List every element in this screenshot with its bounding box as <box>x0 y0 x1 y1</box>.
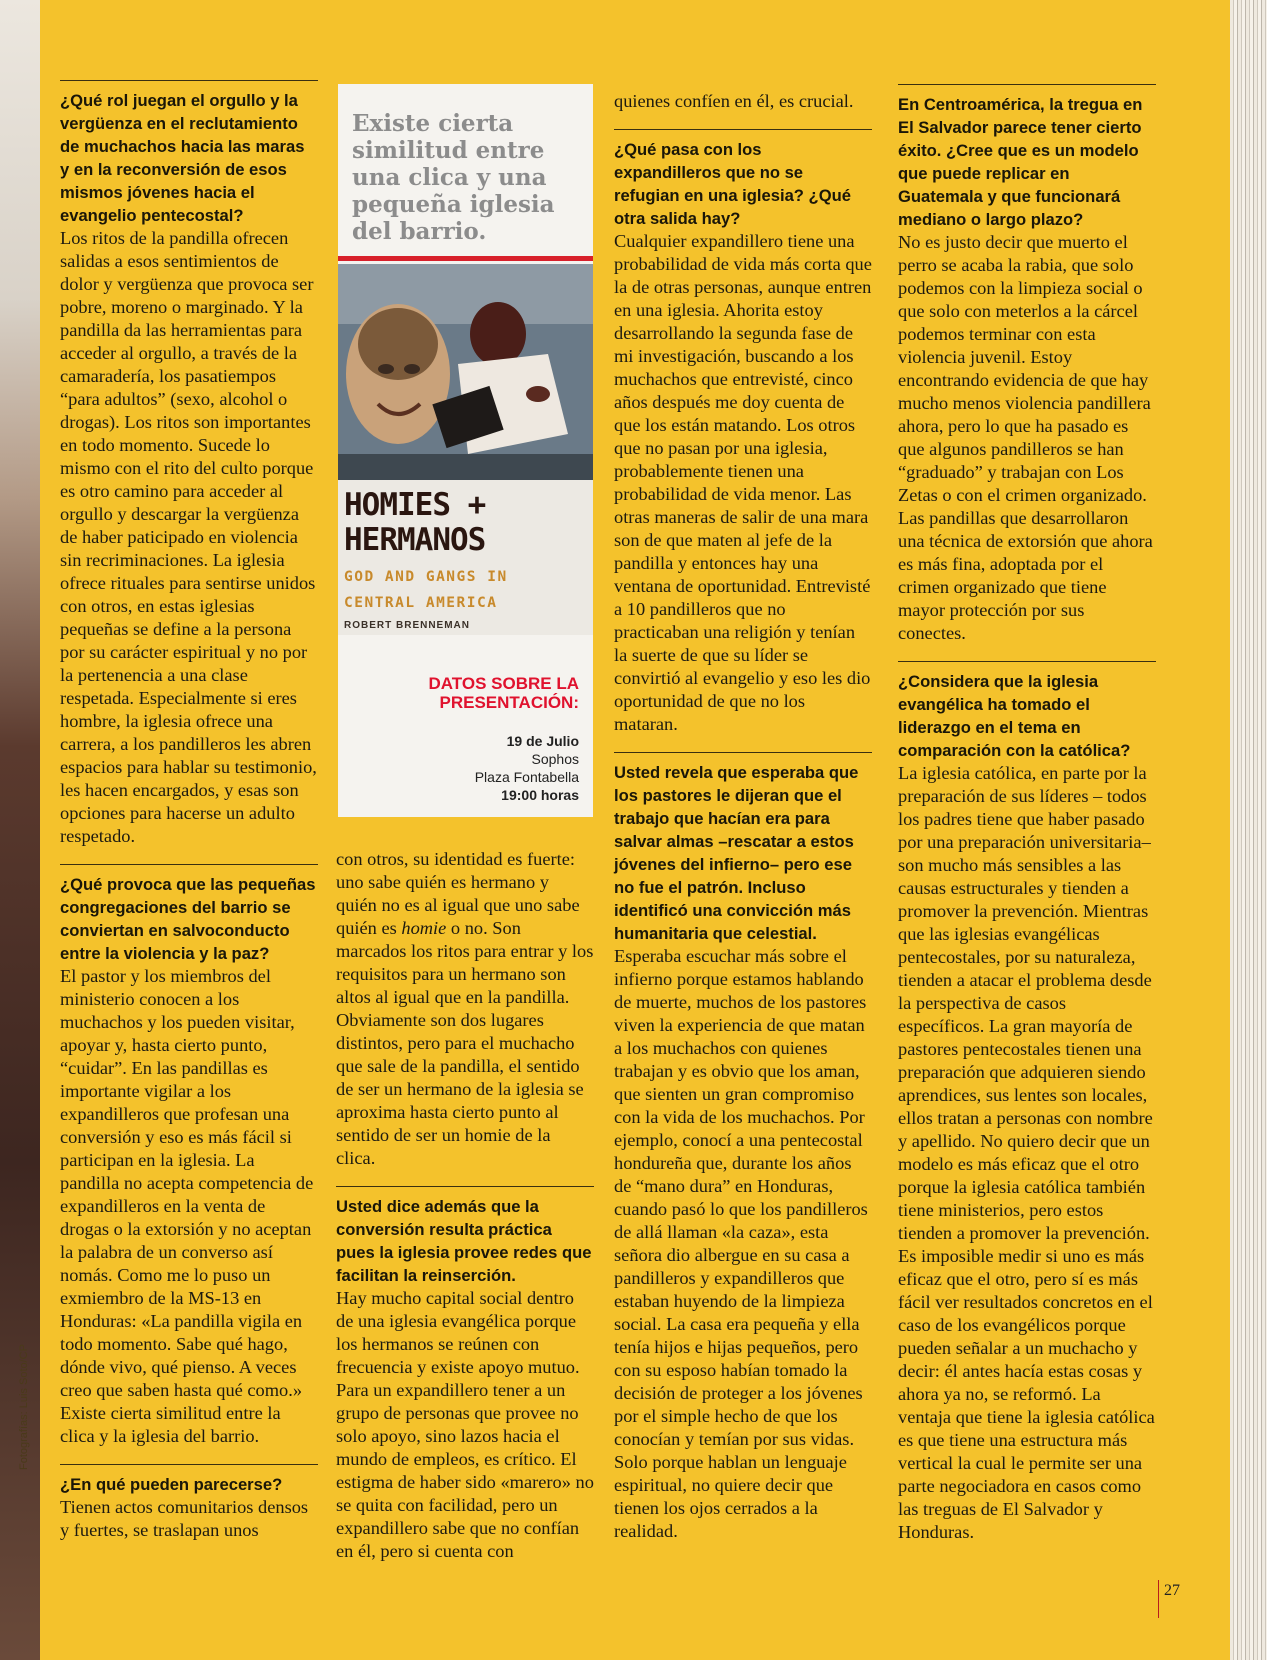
question-rule <box>614 752 872 753</box>
answer-3-continued: con otros, su identidad es fuerte: uno sabe quién es hermano y quién no es al igual que uno sabe quién es homie o no. Son marcados los ritos para entrar y los requisitos para un hermano son altos al igual que en la pandilla. Obviamente son dos lugares distintos, pero para el muchacho que sale de la pandilla, el sentido de ser un hermano de la iglesia se aproxima hasta cierto punto al sentido de ser un homie de la clica. <box>336 849 594 1168</box>
column-4 <box>898 84 1156 1544</box>
pull-quote-bar <box>338 256 593 261</box>
question-1: ¿Qué rol juegan el orgullo y la vergüenza en el reclutamiento de muchachos hacia las maras y en la reconversión de esos mismos jóvenes hacia el evangelio pentecostal? <box>60 91 305 225</box>
answer-4: Hay mucho capital social dentro de una iglesia evangélica porque los hermanos se reúnen con frecuencia y existe apoyo mutuo. Para un expandillero tener a un grupo de personas que provee no solo apoyo, sino lazos hacia el mundo de empleos, es crítico. El estigma de haber sido «marero» no se quita con facilidad, pero un expandillero sabe que no confían en él, pero si cuenta con <box>336 1288 594 1561</box>
pull-quote: Existe cierta similitud entre una clica y una pequeña iglesia del barrio. <box>352 110 555 245</box>
book-author: ROBERT BRENNEMAN <box>344 620 470 631</box>
question-rule <box>336 1186 594 1187</box>
column-2 <box>336 848 594 1563</box>
presentation-venue: Sophos <box>531 751 579 767</box>
answer-2: El pastor y los miembros del ministerio conocen a los muchachos y los pueden visitar, apoyar y, hasta cierto punto, “cuidar”. En las pandillas es importante vigilar a los expandilleros que profesan una conversión y eso es más fácil si participan en la iglesia. La pandilla no acepta competencia de expandilleros en la venta de drogas o la extorsión y no aceptan la palabra de un converso así nomás. Como me lo puso un exmiembro de la MS-13 en Honduras: «La pandilla vigila en todo momento. Sabe qué hago, dónde vivo, qué pienso. A veces creo que saben hasta qué como.» Existe cierta similitud entre la clica y la iglesia del barrio. <box>60 966 314 1446</box>
question-7: En Centroamérica, la tregua en El Salvador parece tener cierto éxito. ¿Cree que es un modelo que puede replicar en Guatemala y que funcionará mediano o largo plazo? <box>898 95 1143 229</box>
question-6: Usted revela que esperaba que los pastores le dijeran que el trabajo que hacían era para salvar almas –rescatar a estos jóvenes del infierno– pero ese no fue el patrón. Incluso identificó una convicción más humanitaria que celestial. <box>614 763 859 943</box>
answer-5: Cualquier expandillero tiene una probabilidad de vida más corta que la de otras personas, aunque entren en una iglesia. Ahorita estoy desarrollando la segunda fase de mi investigación, buscando a los muchachos que entrevisté, cinco años después me doy cuenta de que los están matando. Los otros que no pasan por una iglesia, probablemente tienen una probabilidad de vida menor. Las otras maneras de salir de una mara son de que maten al jefe de la pandilla y entonces hay una ventana de oportunidad. Entrevisté a 10 pandilleros que no practicaban una religión y tenían la suerte de que su líder se convirtió al evangelio y eso les dio oportunidad de que no los mataran. <box>614 231 872 734</box>
answer-3: Tienen actos comunitarios densos y fuertes, se traslapan unos <box>60 1497 309 1540</box>
answer-8: La iglesia católica, en parte por la preparación de sus líderes – todos los padres tiene que haber pasado por una preparación universitaria– son mucho más sensibles a las causas estructurales y tienden a promover la prevención. Mientras que las iglesias evangélicas pentecostales, por su naturaleza, tienden a atacar el problema desde la perspectiva de casos específicos. La gran mayoría de pastores pentecostales tienen una preparación que adquieren siendo aprendices, sus lentes son locales, ellos tratan a personas con nombre y apellido. No quiero decir que un modelo es más eficaz que el otro porque la iglesia católica también tiene ministerios, pero estos tienden a promover la prevención. Es imposible medir si uno es más eficaz que el otro, pero sí es más fácil ver resultados concretos en el caso de los evangélicos porque pueden señalar a un muchacho y decir: él antes hacía estas cosas y ahora ya no, se reformó. La ventaja que tiene la iglesia católica es que tiene una estructura más vertical la cual le permite ser una parte negociadora en casos como las treguas de El Salvador y Honduras. <box>898 763 1155 1542</box>
question-rule <box>614 129 872 130</box>
answer-4-continued: quienes confíen en él, es crucial. <box>614 91 854 111</box>
question-8: ¿Considera que la iglesia evangélica ha tomado el liderazgo en el tema en comparación con la católica? <box>898 672 1131 760</box>
magazine-page <box>40 0 1230 1660</box>
question-rule <box>60 864 318 865</box>
answer-7: No es justo decir que muerto el perro se acaba la rabia, que solo podemos con la limpieza social o que solo con meterlos a la cárcel podemos terminar con esta violencia juvenil. Estoy encontrando evidencia de que hay mucho menos violencia pandillera ahora, pero lo que ha pasado es que algunos pandilleros se han “graduado” y trabajan con Los Zetas o con el crimen organizado. Las pandillas que desarrollaron una técnica de extorsión que ahora es más fina, adoptada por el crimen organizado que tiene mayor protección por sus conectes. <box>898 232 1153 643</box>
question-rule <box>60 80 318 81</box>
book-title: HOMIES + HERMANOS <box>344 487 486 558</box>
question-3: ¿En qué pueden parecerse? <box>60 1475 283 1494</box>
presentation-date: 19 de Julio <box>506 733 579 749</box>
column-3 <box>614 90 872 1543</box>
book-title-area <box>338 480 593 635</box>
question-4: Usted dice además que la conversión resulta práctica pues la iglesia provee redes que facilitan la reinserción. <box>336 1197 592 1285</box>
photo-credit: Fotografías: Luis Soto/CP <box>18 1344 30 1470</box>
presentation-heading: DATOS SOBRE LA PRESENTACIÓN: <box>428 674 579 712</box>
book-cover-photo <box>338 264 593 480</box>
right-page-edge <box>1230 0 1267 1660</box>
question-rule <box>898 661 1156 662</box>
question-rule <box>60 1464 318 1465</box>
question-rule <box>898 84 1156 85</box>
question-2: ¿Qué provoca que las pequeñas congregaciones del barrio se conviertan en salvoconducto entre la violencia y la paz? <box>60 875 316 963</box>
answer-6: Esperaba escuchar más sobre el infierno porque estamos hablando de muerte, muchos de los pastores viven la experiencia de que matan a los muchachos con quienes trabajan y es obvio que los aman, que sienten un gran compromiso con la vida de los muchachos. Por ejemplo, conocí a una pentecostal hondureña que, durante los años de “mano dura” en Honduras, cuando pasó lo que los pandilleros de allá llaman «la caza», esta señora dio albergue en su casa a pandilleros y expandilleros que estaban huyendo de la limpieza social. La casa era pequeña y ella tenía hijos e hijas pequeños, pero con su esposo habían tomado la decisión de proteger a los jóvenes por el simple hecho de que los conocían y temían por sus vidas. Solo porque hablan un lenguaje espiritual, no quiere decir que tienen los ojos cerrados a la realidad. <box>614 946 868 1541</box>
presentation-location: Plaza Fontabella <box>474 769 579 785</box>
answer-1: Los ritos de la pandilla ofrecen salidas a esos sentimientos de dolor y vergüenza que provoca ser pobre, moreno o marginado. Y la pandilla da las herramientas para acceder al orgullo, a través de la camaradería, los pasatiempos “para adultos” (sexo, alcohol o drogas). Los ritos son importantes en todo momento. Sucede lo mismo con el rito del culto porque es otro camino para acceder al orgullo y descargar la vergüenza de haber paticipado en violencia sin recriminaciones. La iglesia ofrece rituales para sentirse unidos con otros, en estas iglesias pequeñas se define a la persona por su carácter espiritual y no por la pertenencia a una clase respetada. Especialmente si eres hombre, la iglesia ofrece una carrera, a los pandilleros les abren espacios para hablar su testimonio, les hacen encargados, y esas son opciones para hacerse un adulto respetado. <box>60 228 317 846</box>
homie-italic: homie <box>401 918 447 938</box>
book-sidebar <box>338 84 593 817</box>
presentation-time: 19:00 horas <box>501 787 579 803</box>
cover-illustration <box>338 264 593 480</box>
book-subtitle: GOD AND GANGS IN CENTRAL AMERICA <box>344 569 508 611</box>
column-1 <box>60 80 318 1542</box>
question-5: ¿Qué pasa con los expandilleros que no se refugian en una iglesia? ¿Qué otra salida hay? <box>614 140 851 228</box>
page-number: 27 <box>1158 1580 1180 1618</box>
presentation-info <box>349 732 579 804</box>
